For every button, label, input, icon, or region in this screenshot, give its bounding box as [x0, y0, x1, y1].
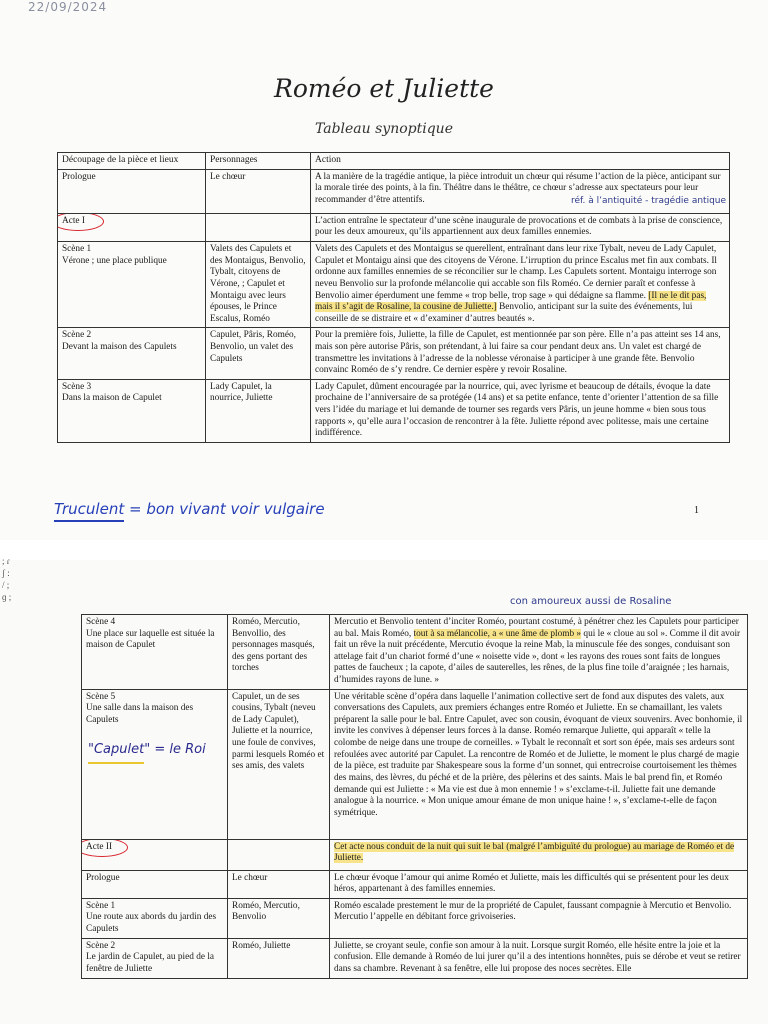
table-row [82, 898, 748, 938]
scene-label: Scène 1 [86, 900, 116, 911]
synoptic-table-2 [81, 614, 748, 979]
yellow-underline [88, 762, 144, 764]
cell-characters: Lady Capulet, la nourrice, Juliette [206, 379, 311, 442]
scene-place: Une route aux abords du jardin des Capulets [86, 912, 217, 935]
cell-act-label [58, 213, 206, 241]
page-number: 1 [694, 505, 699, 516]
cell-place [58, 328, 206, 379]
handwritten-capulet-note: "Capulet" = le Roi [88, 741, 206, 757]
margin-marks: ; ɾ ʃ : / ; ɡ ; [2, 556, 12, 602]
table-row [82, 689, 748, 839]
header-characters: Personnages [206, 153, 311, 170]
act-label: Acte II [86, 841, 113, 852]
red-circle-mark [58, 213, 105, 231]
handwritten-note-rosaline: con amoureux aussi de Rosaline [510, 596, 672, 607]
cell-place [82, 615, 228, 690]
cell-characters: Roméo, Mercutio, Benvolio [228, 898, 330, 938]
cell-action: Roméo escalade prestement le mur de la propriété de Capulet, faussant compagnie à Mercutio et Benvolio. Mercutio l’appelle en débitant force grivoiseries. [330, 898, 748, 938]
cell-place: Prologue [82, 870, 228, 898]
scene-place: Vérone ; une place publique [62, 255, 167, 266]
handwritten-date: 22/09/2024 [28, 0, 108, 14]
cell-characters: Le chœur [206, 169, 311, 213]
synoptic-table-1 [57, 152, 730, 443]
cell-place [82, 938, 228, 978]
table-row [58, 328, 730, 379]
table-row-act [58, 213, 730, 241]
scene-place: Devant la maison des Capulets [62, 341, 177, 352]
highlighted-text: Cet acte nous conduit de la nuit qui suit le bal (malgré l’ambiguïté du prologue) au mariage de Roméo et de Juliette. [334, 841, 735, 864]
table-row-act [82, 839, 748, 870]
handwritten-note-antiquity: réf. à l’antiquité - tragédie antique [571, 195, 727, 206]
action-text: Valets des Capulets et des Montaigus se querellent, entraînant dans leur rixe Tybalt, neveu de Lady Capulet, Capulet et Montaigu ainsi que des citoyens de Vérone. L’irruption du prince Escalus met fin aux combats. Il ordonne aux familles ennemies de se réconcilier sur le champ. Les Capulets sortent. Montaigu interroge son neveu Benvolio sur la profonde mélancolie qui accable son fils Roméo. Ce dernier paraît et confesse à Benvolio aimer éperdument une femme « trop belle, trop sage » qui dédaigne sa flamme. [315, 244, 717, 301]
cell-action: Lady Capulet, dûment encouragée par la nourrice, qui, avec lyrisme et beaucoup de détails, évoque la date prochaine de l’anniversaire de sa protégée (14 ans) et sa petite enfance, tente d’orienter l’attention de sa fille vers l’idée du mariage et lui demande de tourner ses regards vers Pâris, un jeune homme « bien sous tous rapports », qu’elle aura l’occasion de rencontrer à la fête. Juliette répond avec politesse, mais une certaine indifférence. [311, 379, 730, 442]
header-division: Découpage de la pièce et lieux [58, 153, 206, 170]
cell-action [330, 839, 748, 870]
action-text: Benvolio, anticipant sur la suite des événements, lui conseille de se distraire et « d’examiner d’autres beautés ». [315, 302, 693, 324]
cell-place [82, 898, 228, 938]
scene-label: Scène 2 [86, 940, 116, 951]
document-title: Roméo et Juliette [274, 74, 494, 103]
table-header-row [58, 153, 730, 170]
cell-place [58, 379, 206, 442]
header-action: Action [311, 153, 730, 170]
highlighted-text: [Il ne le dit pas, mais il s’agit de Rosaline, la cousine de Juliette.] [315, 290, 707, 313]
cell-place: Prologue [58, 169, 206, 213]
scene-place: Une place sur laquelle est située la maison de Capulet [86, 628, 215, 651]
table-row [82, 615, 748, 690]
cell-place [82, 689, 228, 839]
cell-action [311, 169, 730, 213]
cell-characters: Roméo, Juliette [228, 938, 330, 978]
scene-label: Scène 2 [62, 330, 92, 341]
cell-characters: Capulet, un de ses cousins, Tybalt (neveu de Lady Capulet), Juliette et la nourrice, une foule de convives, parmi lesquels Roméo et ses amis, des valets [228, 689, 330, 839]
cell-action: L’action entraîne le spectateur d’une scène inaugurale de provocations et de combats à la prise de conscience, pour les deux amoureux, qu’ils appartiennent aux deux familles ennemies. [311, 213, 730, 241]
handwritten-truculent-note: Truculent = bon vivant voir vulgaire [54, 500, 325, 518]
scene-label: Scène 4 [86, 617, 116, 627]
document-subtitle: Tableau synoptique [314, 121, 453, 137]
table-row [82, 870, 748, 898]
scene-place: Dans la maison de Capulet [62, 393, 162, 404]
cell-characters: Le chœur [228, 870, 330, 898]
act-label: Acte I [62, 215, 85, 226]
scene-label: Scène 3 [62, 381, 92, 392]
table-row [58, 379, 730, 442]
scene-place: Une salle dans la maison des Capulets [86, 703, 194, 725]
scene-place: Le jardin de Capulet, au pied de la fenêtre de Juliette [86, 952, 215, 974]
table-row [82, 938, 748, 978]
cell-place [58, 242, 206, 328]
action-text: qui le « cloue au sol ». Comme il dit avoir fait un rêve la nuit précédente, Mercutio évoque la reine Mab, la minuscule fée des songes, conduisant son attelage fait d’un chariot formé d’une « noisette vide », dont « les rayons des roues sont faits de longues pattes de faucheux ; la capote, d’ailes de sauterelles, les rênes, de la plus fine toile d’araignée ; les harnais, d’humides rayons de lune. » [334, 628, 741, 686]
scene-label: Scène 1 [62, 244, 92, 255]
cell-action [330, 615, 748, 690]
action-text: Mercutio et Benvolio tentent d’inciter Roméo, pourtant costumé, à pénétrer chez les Capulets pour participer au bal. Mais Roméo, [334, 617, 739, 639]
cell-action: Le chœur évoque l’amour qui anime Roméo et Juliette, mais les difficultés qui se présentent pour les deux héros, appartenant à des familles ennemies. [330, 870, 748, 898]
scene-label: Scène 5 [86, 691, 116, 702]
cell-empty [206, 213, 311, 241]
cell-empty [228, 839, 330, 870]
cell-action: Pour la première fois, Juliette, la fille de Capulet, est mentionnée par son père. Elle n’a pas atteint ses 14 ans, mais son père autorise Pâris, son prétendant, à lui faire sa cour pendant deux ans. Un valet est chargé de transmettre les invitations à l’adresse de la noblesse véronaise à participer à une grande fête. Benvolio convainc Roméo de s’y rendre. Ce dernier espère y revoir Rosaline. [311, 328, 730, 379]
cell-action [311, 242, 730, 328]
cell-characters: Roméo, Mercutio, Benvollio, des personnages masqués, des gens portant des torches [228, 615, 330, 690]
table-row [58, 169, 730, 213]
highlighted-text: tout à sa mélancolie, a « une âme de plomb » [413, 628, 582, 639]
cell-characters: Valets des Capulets et des Montaigus, Benvolio, Tybalt, citoyens de Vérone, ; Capulet et Montaigu avec leurs épouses, le Prince Escalus, Roméo [206, 242, 311, 328]
cell-characters: Capulet, Pâris, Roméo, Benvolio, un valet des Capulets [206, 328, 311, 379]
cell-action: Juliette, se croyant seule, confie son amour à la nuit. Lorsque surgit Roméo, elle hésite entre la joie et la confusion. Elle demande à Roméo de lui jurer qu’il a des intentions honnêtes, puis se dérobe et veut se retirer dans sa chambre. Revenant à sa fenêtre, elle lui propose des noces secrètes. Elle [330, 938, 748, 978]
pen-underline [54, 520, 124, 522]
table-row [58, 242, 730, 328]
cell-act-label [82, 839, 228, 870]
cell-action: Une véritable scène d’opéra dans laquelle l’animation collective sert de fond aux disputes des valets, aux conversations des Capulets, aux premiers échanges entre Roméo et Juliette. En se chamaillant, les valets préparent la salle pour le bal. Entre Capulet, avec son cousin, évoquant de vieux souvenirs. Avec bonhomie, il invite les convives à dépenser leurs forces à la danse. Roméo remarque Juliette, qui apparaît « telle la colombe de neige dans une troupe de corneilles. » Tybalt le reconnaît et sort son épée, mais ses ardeurs sont refoulées avec autorité par Capulet. La rencontre de Roméo et de Juliette, le moment le plus chargé de magie de la pièce, est traduite par Shakespeare sous la forme d’un sonnet, qui entrecroise courtoisement les thèmes des mains, des lèvres, du péché et de la prière, des pèlerins et des saints. Mais le bal prend fin, et Roméo demande qui est Juliette : « Ma vie est due à mon ennemie ! » s’exclame-t-il. Juliette fait une demande analogue à la nourrice. « Mon unique amour émane de mon unique haine ! », s’exclame-t-elle de façon symétrique. [330, 689, 748, 839]
action-text: A la manière de la tragédie antique, la pièce introduit un chœur qui résume l’action de la pièce, anticipant sur la morale tirée des points, à la fin. Théâtre dans le théâtre, ce chœur s’adresse aux spectateurs pour leur recommander d’être attentifs. [315, 171, 721, 206]
red-circle-mark [82, 839, 129, 857]
